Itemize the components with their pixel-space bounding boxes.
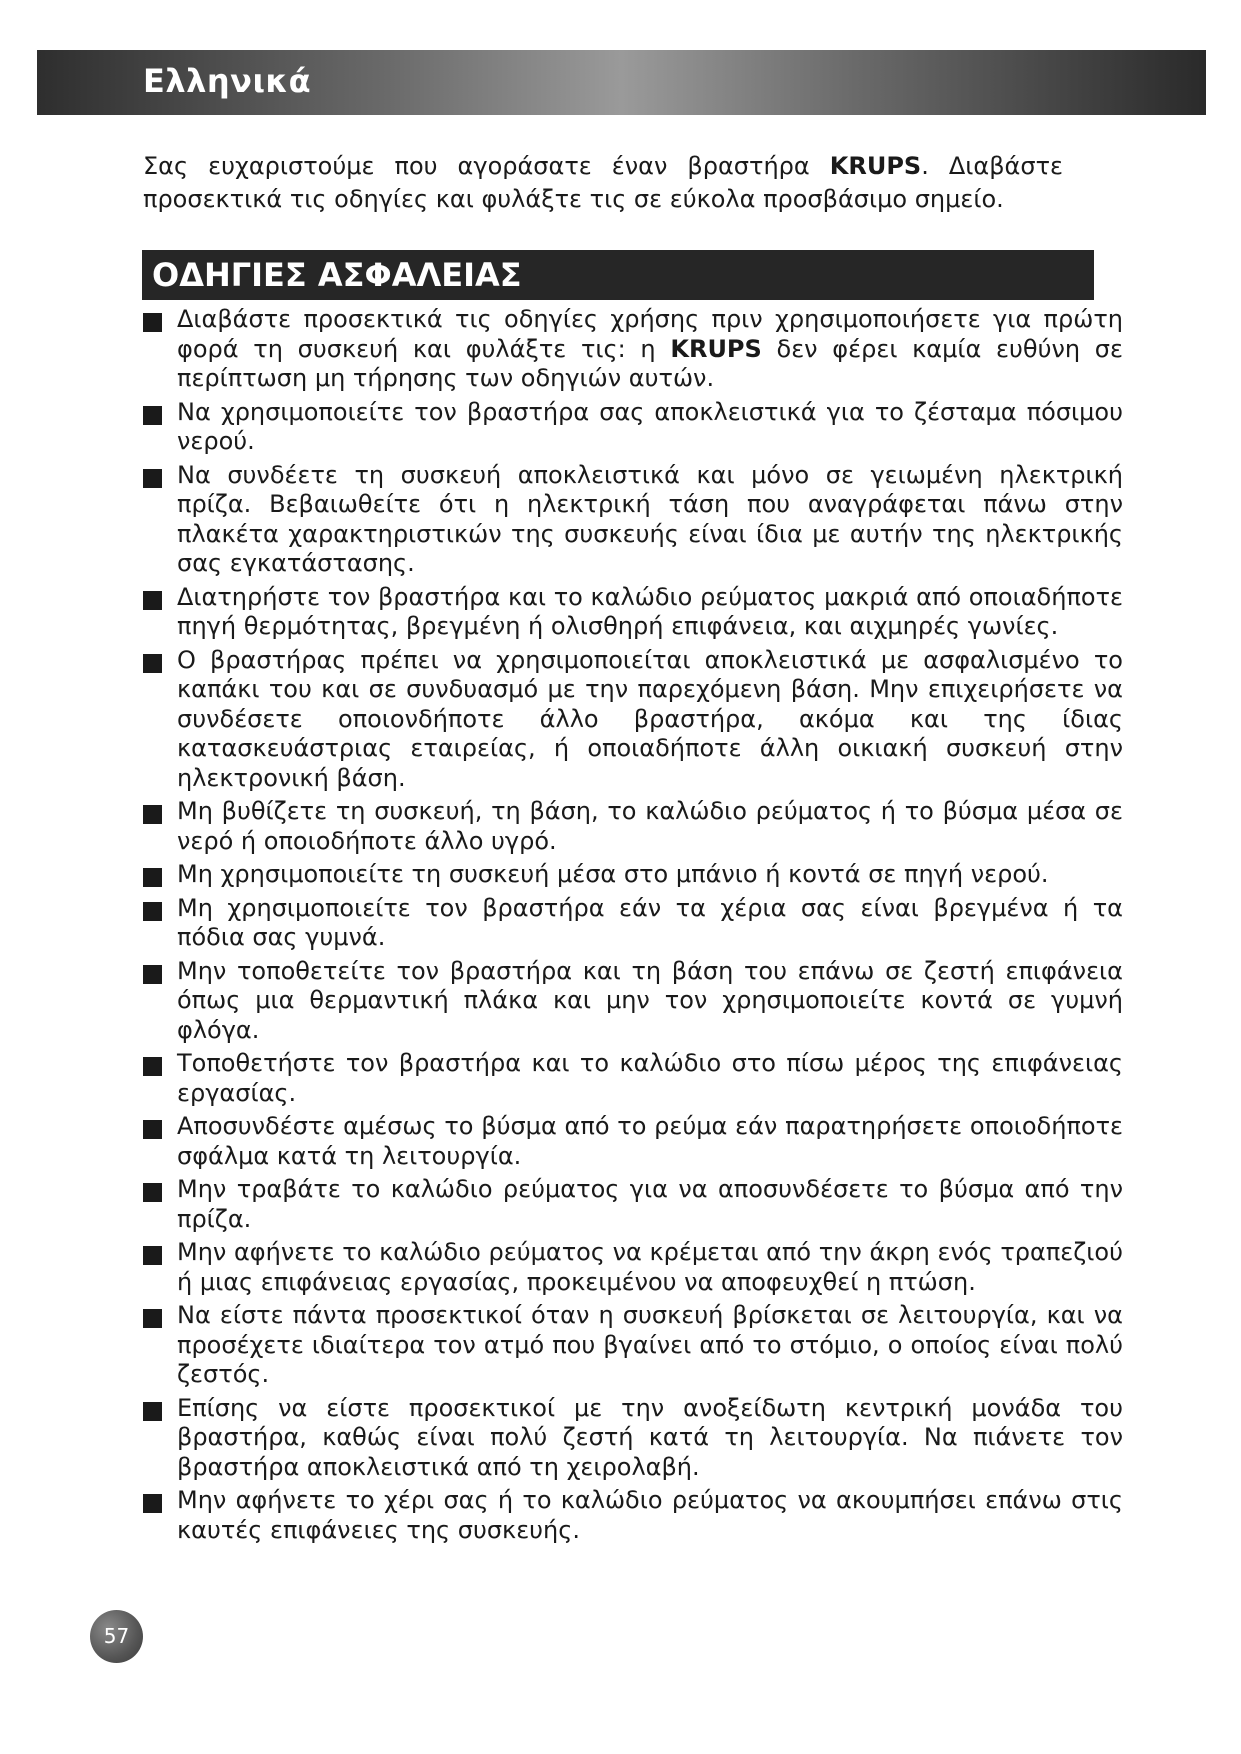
- square-bullet-icon: [143, 654, 162, 673]
- rule-text: Επίσης να είστε προσεκτικοί με την ανοξείδωτη κεντρική μονάδα του βραστήρα, καθώς είναι πολύ ζεστή κατά τη λειτουργία. Να πιάνετε τον βραστήρα αποκλειστικά από τη χειρολαβή.: [177, 1393, 1123, 1481]
- list-item: [143, 583, 1123, 642]
- square-bullet-icon: [143, 1057, 162, 1076]
- language-label: Ελληνικά: [143, 62, 312, 100]
- rule-brand: KRUPS: [670, 334, 762, 363]
- list-item: [143, 646, 1123, 794]
- rule-text: Αποσυνδέστε αμέσως το βύσμα από το ρεύμα εάν παρατηρήσετε οποιοδήποτε σφάλμα κατά τη λειτουργία.: [177, 1112, 1123, 1170]
- list-item: [143, 398, 1123, 457]
- list-item: [143, 797, 1123, 856]
- square-bullet-icon: [143, 805, 162, 824]
- list-item: [143, 957, 1123, 1046]
- square-bullet-icon: [143, 868, 162, 887]
- rule-text: Μην αφήνετε το χέρι σας ή το καλώδιο ρεύματος να ακουμπήσει επάνω στις καυτές επιφάνειες της συσκευής.: [177, 1486, 1123, 1544]
- rule-text: Μη βυθίζετε τη συσκευή, τη βάση, το καλώδιο ρεύματος ή το βύσμα μέσα σε νερό ή οποιοδήποτε άλλο υγρό.: [177, 797, 1123, 855]
- intro-text-end: . Διαβάστε προσεκτικά τις οδηγίες και φυλάξτε τις σε εύκολα προσβάσιμο σημείο.: [143, 152, 1063, 213]
- list-item: [143, 1112, 1123, 1171]
- rule-text: Μην αφήνετε το καλώδιο ρεύματος να κρέμεται από την άκρη ενός τραπεζιού ή μιας επιφάνειας εργασίας, προκειμένου να αποφευχθεί η πτώση.: [177, 1238, 1123, 1296]
- list-item: [143, 1049, 1123, 1108]
- square-bullet-icon: [143, 965, 162, 984]
- rule-text: Να συνδέετε τη συσκευή αποκλειστικά και μόνο σε γειωμένη ηλεκτρική πρίζα. Βεβαιωθείτε ότι η ηλεκτρική τάση που αναγράφεται πάνω στην πλακέτα χαρακτηριστικών της συσκευής είναι ίδια με αυτήν της ηλεκτρικής σας εγκατάστασης.: [177, 460, 1123, 577]
- list-item: [143, 461, 1123, 579]
- safety-rules-list: [143, 305, 1123, 1549]
- rule-text: Ο βραστήρας πρέπει να χρησιμοποιείται αποκλειστικά με ασφαλισμένο το καπάκι του και σε συνδυασμό με την παρεχόμενη βάση. Μην επιχειρήσετε να συνδέσετε οποιονδήποτε άλλο βραστήρα, ακόμα και της ίδιας κατασκευάστριας εταιρείας, ή οποιαδήποτε άλλη οικιακή συσκευή στην ηλεκτρονική βάση.: [177, 645, 1123, 792]
- rule-text: Να χρησιμοποιείτε τον βραστήρα σας αποκλειστικά για το ζέσταμα πόσιμου νερού.: [177, 397, 1123, 455]
- intro-brand: KRUPS: [829, 152, 922, 180]
- square-bullet-icon: [143, 1402, 162, 1421]
- rule-text: Να είστε πάντα προσεκτικοί όταν η συσκευή βρίσκεται σε λειτουργία, και να προσέχετε ιδιαίτερα τον ατμό που βγαίνει από το στόμιο, ο οποίος είναι πολύ ζεστός.: [177, 1301, 1123, 1388]
- rule-text: Μην τοποθετείτε τον βραστήρα και τη βάση του επάνω σε ζεστή επιφάνεια όπως μια θερμαντική πλάκα και μην τον χρησιμοποιείτε κοντά σε γυμνή φλόγα.: [177, 956, 1123, 1044]
- square-bullet-icon: [143, 1183, 162, 1202]
- square-bullet-icon: [143, 1309, 162, 1328]
- rule-text: Μη χρησιμοποιείτε τη συσκευή μέσα στο μπάνιο ή κοντά σε πηγή νερού.: [177, 860, 1049, 888]
- square-bullet-icon: [143, 902, 162, 921]
- rule-text: Διατηρήστε τον βραστήρα και το καλώδιο ρεύματος μακριά από οποιαδήποτε πηγή θερμότητας, βρεγμένη ή ολισθηρή επιφάνεια, και αιχμηρές γωνίες.: [177, 582, 1123, 640]
- section-title: ΟΔΗΓΙΕΣ ΑΣΦΑΛΕΙΑΣ: [152, 256, 522, 294]
- rule-text-end: δεν φέρει καμία ευθύνη σε περίπτωση μη τήρησης των οδηγιών αυτών.: [177, 334, 1123, 392]
- square-bullet-icon: [143, 313, 162, 332]
- list-item: [143, 860, 1123, 890]
- list-item: [143, 894, 1123, 953]
- rule-text-start: Διαβάστε προσεκτικά τις οδηγίες χρήσης πριν χρησιμοποιήσετε για πρώτη φορά τη συσκευή και φυλάξτε τις: η: [177, 305, 1123, 363]
- square-bullet-icon: [143, 1494, 162, 1513]
- square-bullet-icon: [143, 1120, 162, 1139]
- language-banner: [37, 50, 1206, 115]
- list-item: [143, 1301, 1123, 1390]
- square-bullet-icon: [143, 591, 162, 610]
- page-number: 57: [90, 1610, 143, 1663]
- list-item: [143, 1175, 1123, 1234]
- list-item: [143, 1394, 1123, 1483]
- square-bullet-icon: [143, 406, 162, 425]
- section-header: [142, 250, 1094, 300]
- rule-text: Τοποθετήστε τον βραστήρα και το καλώδιο στο πίσω μέρος της επιφάνειας εργασίας.: [177, 1049, 1123, 1107]
- rule-text: Μην τραβάτε το καλώδιο ρεύματος για να αποσυνδέσετε το βύσμα από την πρίζα.: [177, 1175, 1123, 1233]
- square-bullet-icon: [143, 1246, 162, 1265]
- rule-text: Μη χρησιμοποιείτε τον βραστήρα εάν τα χέρια σας είναι βρεγμένα ή τα πόδια σας γυμνά.: [177, 893, 1123, 951]
- list-item: [143, 1238, 1123, 1297]
- square-bullet-icon: [143, 469, 162, 488]
- list-item: [143, 1486, 1123, 1545]
- list-item: [143, 305, 1123, 394]
- intro-text-start: Σας ευχαριστούμε που αγοράσατε έναν βραστήρα: [143, 152, 830, 180]
- intro-paragraph: [143, 150, 1063, 216]
